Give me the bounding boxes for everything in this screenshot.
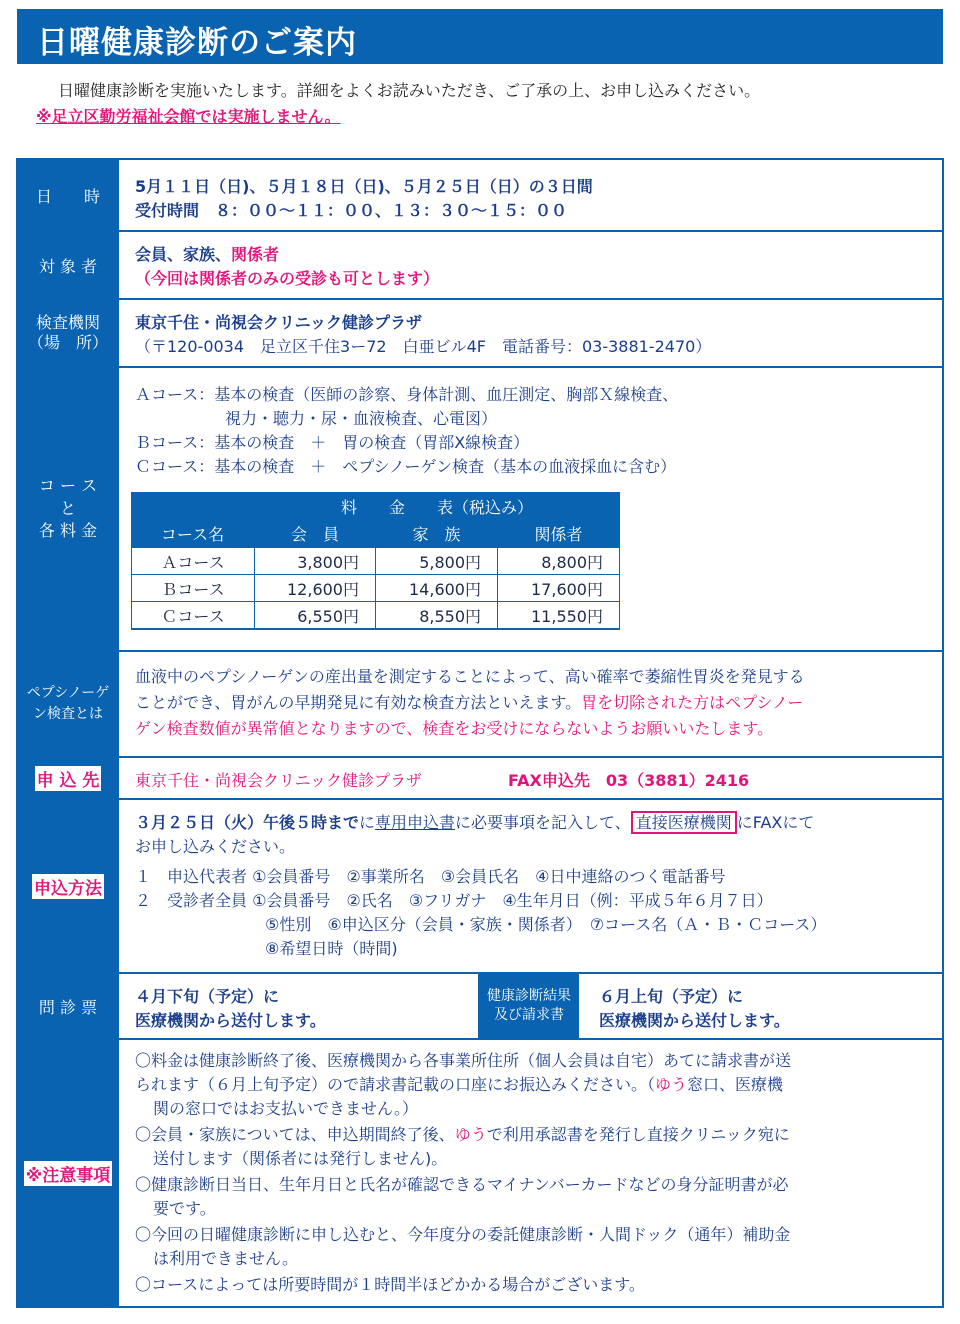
apply-to-fax: FAX申込先 03（3881）2416 xyxy=(508,771,750,790)
apply-item-2: ２ 受診者全員 ①会員番号 ②氏名 ③フリガナ ④生年月日（例：平成５年６月７日） xyxy=(135,891,773,910)
fee-cell: Ｃコース xyxy=(132,602,254,628)
note-1-line-2c: 窓口、医療機 xyxy=(687,1075,784,1094)
target-members: 会員、家族、 xyxy=(135,245,232,264)
target-line-1 xyxy=(135,242,279,265)
row-questionnaire xyxy=(18,974,942,1038)
row-date xyxy=(18,160,942,230)
fee-cell: 3,800円 xyxy=(255,548,375,574)
fee-table-caption: 料 金 表（税込み） xyxy=(340,497,533,517)
fee-table xyxy=(131,492,620,630)
note-3-line-2: 要です。 xyxy=(153,1199,216,1218)
note-2-line-2: 送付します（関係者には発行しません)。 xyxy=(153,1149,448,1168)
date-line-1: 5月１１日（日)、５月１８日（日)、５月２５日（日）の３日間 xyxy=(135,177,593,196)
fee-header-member: 会 員 xyxy=(290,524,339,544)
apply-text-b: に必要事項を記入して、 xyxy=(455,813,631,832)
fee-cell: 8,800円 xyxy=(498,548,619,574)
note-3-line-1: 〇健康診断日当日、生年月日と氏名が確認できるマイナンバーカードなどの身分証明書が必 xyxy=(135,1175,789,1194)
pepsinogen-line-2 xyxy=(135,690,803,713)
label-result-2: 及び請求書 xyxy=(494,1007,564,1023)
fee-cell: 11,550円 xyxy=(498,602,619,628)
label-target: 対 象 者 xyxy=(18,232,118,298)
apply-method-line-2: お申し込みください。 xyxy=(135,837,296,856)
course-a-line-1: Ａコース：基本の検査（医師の診察、身体計測、血圧測定、胸部Ｘ線検査、 xyxy=(135,385,679,404)
course-c-line: Ｃコース：基本の検査 ＋ ペプシノーゲン検査（基本の血液採血に含む） xyxy=(135,457,677,476)
apply-deadline: ３月２５日（火）午後５時まで xyxy=(135,813,360,832)
apply-item-2c: ⑧希望日時（時間) xyxy=(265,939,398,958)
note-2-yuu: ゆう xyxy=(454,1125,487,1144)
pepsinogen-line-3: ゲン検査数値が異常値となりますので、検査をお受けにならないようお願いいたします。 xyxy=(135,719,774,738)
label-pepsinogen-2: ン検査とは xyxy=(33,706,103,722)
intro-text: 日曜健康診断を実施いたします。詳細をよくお読みいただき、ご了承の上、お申し込みください。 xyxy=(58,81,761,100)
pepsinogen-line-1: 血液中のペプシノーゲンの産出量を測定することによって、高い確率で萎縮性胃炎を発見する xyxy=(135,667,805,686)
apply-text-a: に xyxy=(359,813,376,832)
fee-cell: 12,600円 xyxy=(255,575,375,601)
fee-cell: Ａコース xyxy=(132,548,254,574)
apply-direct-box: 直接医療機関 xyxy=(631,811,737,834)
label-courses-1: コ ー ス xyxy=(38,476,98,496)
info-table xyxy=(16,158,944,1308)
date-line-2: 受付時間 ８：００〜１１：００、１３：３０〜１５：００ xyxy=(135,201,568,220)
label-pepsinogen-1: ペプシノーゲ xyxy=(26,685,110,701)
result-line-1: ６月上旬（予定）に xyxy=(599,987,744,1006)
result-line-2: 医療機関から送付します。 xyxy=(599,1011,790,1030)
questionnaire-line-1: ４月下旬（予定）に xyxy=(135,987,280,1006)
row-facility xyxy=(18,300,942,366)
row-notes xyxy=(18,1040,942,1306)
fee-header-related: 関係者 xyxy=(534,524,583,544)
label-courses-3: 各 料 金 xyxy=(38,521,98,541)
title-bar xyxy=(17,9,943,64)
note-1-yuu: ゆう xyxy=(655,1075,688,1094)
fee-cell: Ｂコース xyxy=(132,575,254,601)
apply-to-name: 東京千住・尚視会クリニック健診プラザ xyxy=(135,771,423,790)
questionnaire-line-2: 医療機関から送付します。 xyxy=(135,1011,326,1030)
course-b-line: Ｂコース：基本の検査 ＋ 胃の検査（胃部X線検査） xyxy=(135,433,530,452)
apply-item-1: １ 申込代表者 ①会員番号 ②事業所名 ③会員氏名 ④日中連絡のつく電話番号 xyxy=(135,867,726,886)
fee-cell: 6,550円 xyxy=(255,602,375,628)
pepsinogen-line-2b: 胃を切除された方はペプシノー xyxy=(581,693,804,712)
apply-item-2b: ⑤性別 ⑥申込区分（会員・家族・関係者） ⑦コース名（Ａ・Ｂ・Ｃコース） xyxy=(265,915,827,934)
fee-cell: 8,550円 xyxy=(376,602,497,628)
note-2-line-1a: 〇会員・家族については、申込期間終了後、 xyxy=(135,1125,455,1144)
row-target xyxy=(18,232,942,298)
row-pepsinogen xyxy=(18,652,942,756)
label-facility-1: 検査機関 xyxy=(35,313,100,332)
target-related: 関係者 xyxy=(231,245,280,264)
note-1-line-2a: られます（６月上旬予定）ので請求書記載の口座にお振込みください。（ xyxy=(135,1075,656,1094)
note-1-line-3: 関の窓口ではお支払いできません。） xyxy=(153,1099,418,1118)
facility-name: 東京千住・尚視会クリニック健診プラザ xyxy=(135,313,423,332)
row-apply-method xyxy=(18,800,942,972)
fee-header-family: 家 族 xyxy=(412,524,461,544)
label-apply-to: 申 込 先 xyxy=(35,766,102,791)
label-facility-2: （場 所） xyxy=(27,333,108,352)
note-2-line-1c: で利用承認書を発行し直接クリニック宛に xyxy=(486,1125,790,1144)
note-4-line-1: 〇今回の日曜健康診断に申し込むと、今年度分の委託健康診断・人間ドック（通年）補助金 xyxy=(135,1225,791,1244)
apply-method-line-1 xyxy=(135,810,814,833)
label-date: 日 時 xyxy=(18,160,118,230)
course-a-line-2: 視力・聴力・尿・血液検査、心電図） xyxy=(225,409,498,428)
pepsinogen-line-2a: ことができ、胃がんの早期発見に有効な検査方法といえます。 xyxy=(135,693,582,712)
label-apply-method: 申込方法 xyxy=(32,874,104,899)
apply-form: 専用申込書 xyxy=(375,813,456,832)
row-apply-to xyxy=(18,758,942,798)
target-line-2: （今回は関係者のみの受診も可とします） xyxy=(135,269,440,288)
note-4-line-2: は利用できません。 xyxy=(153,1249,298,1268)
page-title: 日曜健康診断のご案内 xyxy=(37,25,357,61)
note-5: 〇コースによっては所要時間が１時間半ほどかかる場合がございます。 xyxy=(135,1275,645,1294)
fee-header-course: コース名 xyxy=(160,524,225,544)
note-1-line-2 xyxy=(135,1072,783,1095)
apply-text-c: にFAXにて xyxy=(736,813,815,832)
fee-cell: 14,600円 xyxy=(376,575,497,601)
fee-cell: 17,600円 xyxy=(498,575,619,601)
label-courses-2: と xyxy=(59,498,76,518)
label-result-1: 健康診断結果 xyxy=(487,988,571,1005)
note-2-line-1 xyxy=(135,1122,790,1145)
label-questionnaire: 問 診 票 xyxy=(18,974,118,1038)
notice-text: ※足立区勤労福祉会館では実施しません。 xyxy=(36,107,341,126)
note-1-line-1: 〇料金は健康診断終了後、医療機関から各事業所住所（個人会員は自宅）あてに請求書が送 xyxy=(135,1051,792,1070)
label-notes: ※注意事項 xyxy=(24,1161,113,1186)
fee-cell: 5,800円 xyxy=(376,548,497,574)
facility-address: （〒120-0034 足立区千住3ー72 白亜ビル4F 電話番号：03-3881-2470） xyxy=(135,337,712,356)
